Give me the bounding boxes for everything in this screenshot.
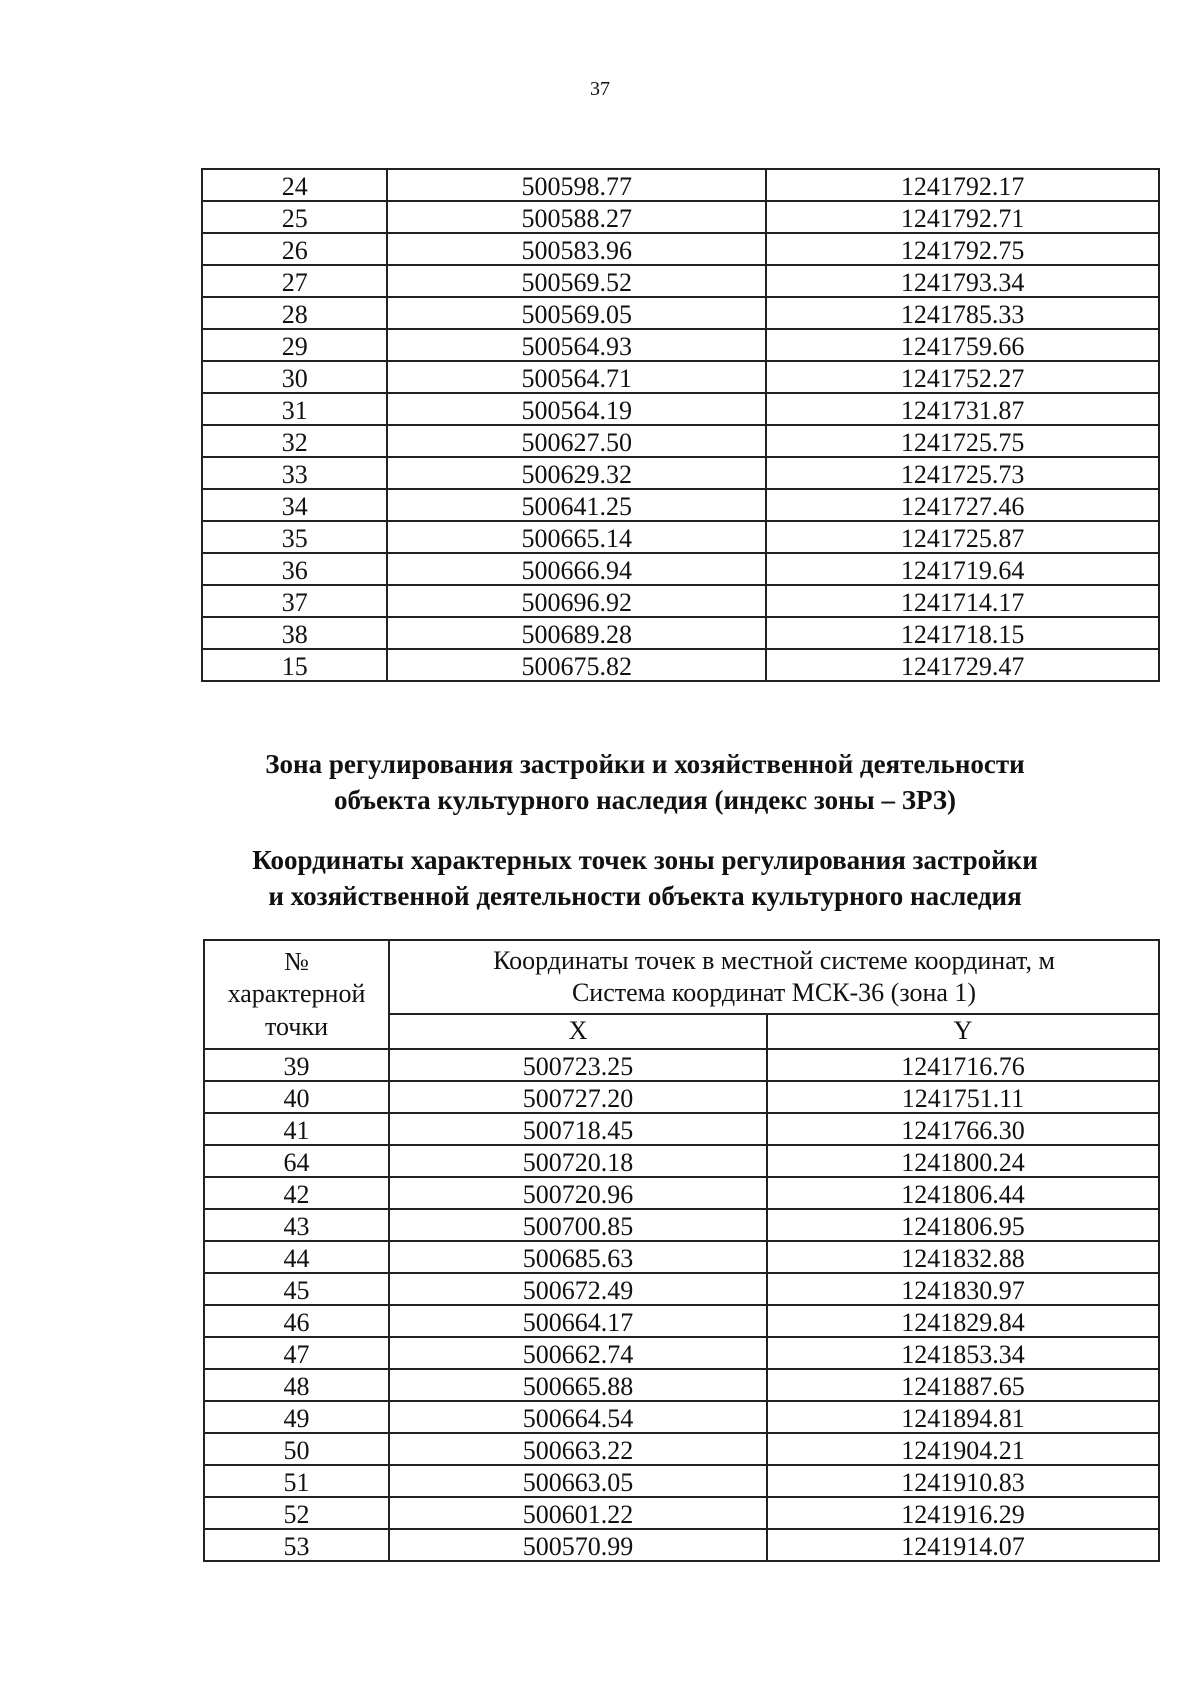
table-row [202, 169, 1159, 201]
point-number-cell: 48 [204, 1369, 389, 1401]
point-number-cell: 38 [202, 617, 387, 649]
point-number-cell: 37 [202, 585, 387, 617]
header-coordinates-line-2: Система координат МСК-36 (зона 1) [571, 978, 977, 1007]
x-coordinate-cell: 500583.96 [387, 233, 766, 265]
table-row [204, 1497, 1159, 1529]
table-row [202, 553, 1159, 585]
point-number-cell: 25 [202, 201, 387, 233]
point-number-cell: 30 [202, 361, 387, 393]
point-number-cell: 26 [202, 233, 387, 265]
x-coordinate-cell: 500663.22 [389, 1433, 767, 1465]
y-coordinate-cell: 1241806.44 [767, 1177, 1159, 1209]
x-coordinate-cell: 500723.25 [389, 1049, 767, 1081]
table-row [202, 297, 1159, 329]
x-coordinate-cell: 500564.19 [387, 393, 766, 425]
table-row [204, 1273, 1159, 1305]
x-coordinate-cell: 500641.25 [387, 489, 766, 521]
zone-heading-line-1: Зона регулирования застройки и хозяйственной деятельности [265, 749, 1025, 779]
table-row [202, 361, 1159, 393]
y-coordinate-cell: 1241714.17 [766, 585, 1159, 617]
table-header-row [204, 940, 1159, 1014]
table-row [202, 489, 1159, 521]
point-number-cell: 32 [202, 425, 387, 457]
table-row [204, 1241, 1159, 1273]
table-row [202, 585, 1159, 617]
header-point-number-line-3: точки [265, 1011, 328, 1041]
point-number-cell: 28 [202, 297, 387, 329]
x-coordinate-cell: 500700.85 [389, 1209, 767, 1241]
x-coordinate-cell: 500685.63 [389, 1241, 767, 1273]
table-row [202, 617, 1159, 649]
y-coordinate-cell: 1241894.81 [767, 1401, 1159, 1433]
x-coordinate-cell: 500689.28 [387, 617, 766, 649]
x-coordinate-cell: 500664.54 [389, 1401, 767, 1433]
y-coordinate-cell: 1241785.33 [766, 297, 1159, 329]
point-number-cell: 40 [204, 1081, 389, 1113]
table-row [204, 1337, 1159, 1369]
x-coordinate-cell: 500662.74 [389, 1337, 767, 1369]
header-y: Y [767, 1014, 1159, 1049]
point-number-cell: 34 [202, 489, 387, 521]
x-coordinate-cell: 500665.88 [389, 1369, 767, 1401]
table-row [204, 1369, 1159, 1401]
y-coordinate-cell: 1241731.87 [766, 393, 1159, 425]
table-row [202, 265, 1159, 297]
coordinates-table-continued [201, 168, 1160, 682]
x-coordinate-cell: 500569.52 [387, 265, 766, 297]
table-row [204, 1145, 1159, 1177]
point-number-cell: 33 [202, 457, 387, 489]
point-number-cell: 24 [202, 169, 387, 201]
y-coordinate-cell: 1241752.27 [766, 361, 1159, 393]
header-point-number [204, 940, 389, 1049]
y-coordinate-cell: 1241830.97 [767, 1273, 1159, 1305]
header-x: X [389, 1014, 767, 1049]
point-number-cell: 51 [204, 1465, 389, 1497]
point-number-cell: 45 [204, 1273, 389, 1305]
table-row [202, 329, 1159, 361]
y-coordinate-cell: 1241904.21 [767, 1433, 1159, 1465]
y-coordinate-cell: 1241853.34 [767, 1337, 1159, 1369]
x-coordinate-cell: 500664.17 [389, 1305, 767, 1337]
y-coordinate-cell: 1241916.29 [767, 1497, 1159, 1529]
point-number-cell: 50 [204, 1433, 389, 1465]
x-coordinate-cell: 500598.77 [387, 169, 766, 201]
table-row [204, 1113, 1159, 1145]
zone-heading-line-2: объекта культурного наследия (индекс зоны – ЗРЗ) [333, 785, 957, 815]
x-coordinate-cell: 500601.22 [389, 1497, 767, 1529]
y-coordinate-cell: 1241793.34 [766, 265, 1159, 297]
point-number-cell: 46 [204, 1305, 389, 1337]
table-row [204, 1401, 1159, 1433]
y-coordinate-cell: 1241910.83 [767, 1465, 1159, 1497]
header-point-number-line-2: характерной [227, 979, 366, 1008]
page-number: 37 [590, 78, 610, 100]
point-number-cell: 39 [204, 1049, 389, 1081]
y-coordinate-cell: 1241725.87 [766, 521, 1159, 553]
coordinates-table-zrz [203, 939, 1160, 1562]
point-number-cell: 52 [204, 1497, 389, 1529]
x-coordinate-cell: 500564.71 [387, 361, 766, 393]
table-row [204, 1433, 1159, 1465]
table-row [202, 393, 1159, 425]
y-coordinate-cell: 1241718.15 [766, 617, 1159, 649]
x-coordinate-cell: 500627.50 [387, 425, 766, 457]
point-number-cell: 29 [202, 329, 387, 361]
table-row [204, 1465, 1159, 1497]
x-coordinate-cell: 500672.49 [389, 1273, 767, 1305]
point-number-cell: 53 [204, 1529, 389, 1561]
x-coordinate-cell: 500727.20 [389, 1081, 767, 1113]
x-coordinate-cell: 500588.27 [387, 201, 766, 233]
y-coordinate-cell: 1241800.24 [767, 1145, 1159, 1177]
y-coordinate-cell: 1241914.07 [767, 1529, 1159, 1561]
x-coordinate-cell: 500720.96 [389, 1177, 767, 1209]
header-point-number-line-1: № [284, 946, 309, 976]
table-row [202, 233, 1159, 265]
point-number-cell: 47 [204, 1337, 389, 1369]
header-coordinates-line-1: Координаты точек в местной системе координат, м [493, 945, 1055, 975]
x-coordinate-cell: 500564.93 [387, 329, 766, 361]
point-number-cell: 44 [204, 1241, 389, 1273]
table-row [204, 1081, 1159, 1113]
coordinates-heading [0, 842, 1200, 914]
y-coordinate-cell: 1241719.64 [766, 553, 1159, 585]
x-coordinate-cell: 500720.18 [389, 1145, 767, 1177]
y-coordinate-cell: 1241725.73 [766, 457, 1159, 489]
y-coordinate-cell: 1241887.65 [767, 1369, 1159, 1401]
coordinates-heading-line-1: Координаты характерных точек зоны регулирования застройки [252, 845, 1038, 875]
y-coordinate-cell: 1241766.30 [767, 1113, 1159, 1145]
header-coordinates [389, 940, 1159, 1014]
x-coordinate-cell: 500665.14 [387, 521, 766, 553]
x-coordinate-cell: 500569.05 [387, 297, 766, 329]
point-number-cell: 41 [204, 1113, 389, 1145]
x-coordinate-cell: 500696.92 [387, 585, 766, 617]
y-coordinate-cell: 1241792.75 [766, 233, 1159, 265]
y-coordinate-cell: 1241725.75 [766, 425, 1159, 457]
table-row [204, 1177, 1159, 1209]
table-row [202, 457, 1159, 489]
point-number-cell: 35 [202, 521, 387, 553]
point-number-cell: 49 [204, 1401, 389, 1433]
x-coordinate-cell: 500666.94 [387, 553, 766, 585]
point-number-cell: 15 [202, 649, 387, 681]
table-row [202, 201, 1159, 233]
table-row [204, 1305, 1159, 1337]
x-coordinate-cell: 500629.32 [387, 457, 766, 489]
table-row [202, 521, 1159, 553]
point-number-cell: 27 [202, 265, 387, 297]
table-row [204, 1529, 1159, 1561]
y-coordinate-cell: 1241806.95 [767, 1209, 1159, 1241]
x-coordinate-cell: 500663.05 [389, 1465, 767, 1497]
coordinates-heading-line-2: и хозяйственной деятельности объекта культурного наследия [268, 881, 1022, 911]
zone-heading [0, 746, 1200, 818]
x-coordinate-cell: 500675.82 [387, 649, 766, 681]
point-number-cell: 64 [204, 1145, 389, 1177]
y-coordinate-cell: 1241832.88 [767, 1241, 1159, 1273]
point-number-cell: 31 [202, 393, 387, 425]
y-coordinate-cell: 1241716.76 [767, 1049, 1159, 1081]
table-row [204, 1049, 1159, 1081]
table-row [202, 425, 1159, 457]
y-coordinate-cell: 1241727.46 [766, 489, 1159, 521]
y-coordinate-cell: 1241759.66 [766, 329, 1159, 361]
y-coordinate-cell: 1241792.71 [766, 201, 1159, 233]
y-coordinate-cell: 1241792.17 [766, 169, 1159, 201]
x-coordinate-cell: 500570.99 [389, 1529, 767, 1561]
x-coordinate-cell: 500718.45 [389, 1113, 767, 1145]
y-coordinate-cell: 1241829.84 [767, 1305, 1159, 1337]
table-row [202, 649, 1159, 681]
point-number-cell: 42 [204, 1177, 389, 1209]
table-row [204, 1209, 1159, 1241]
point-number-cell: 36 [202, 553, 387, 585]
y-coordinate-cell: 1241729.47 [766, 649, 1159, 681]
point-number-cell: 43 [204, 1209, 389, 1241]
y-coordinate-cell: 1241751.11 [767, 1081, 1159, 1113]
